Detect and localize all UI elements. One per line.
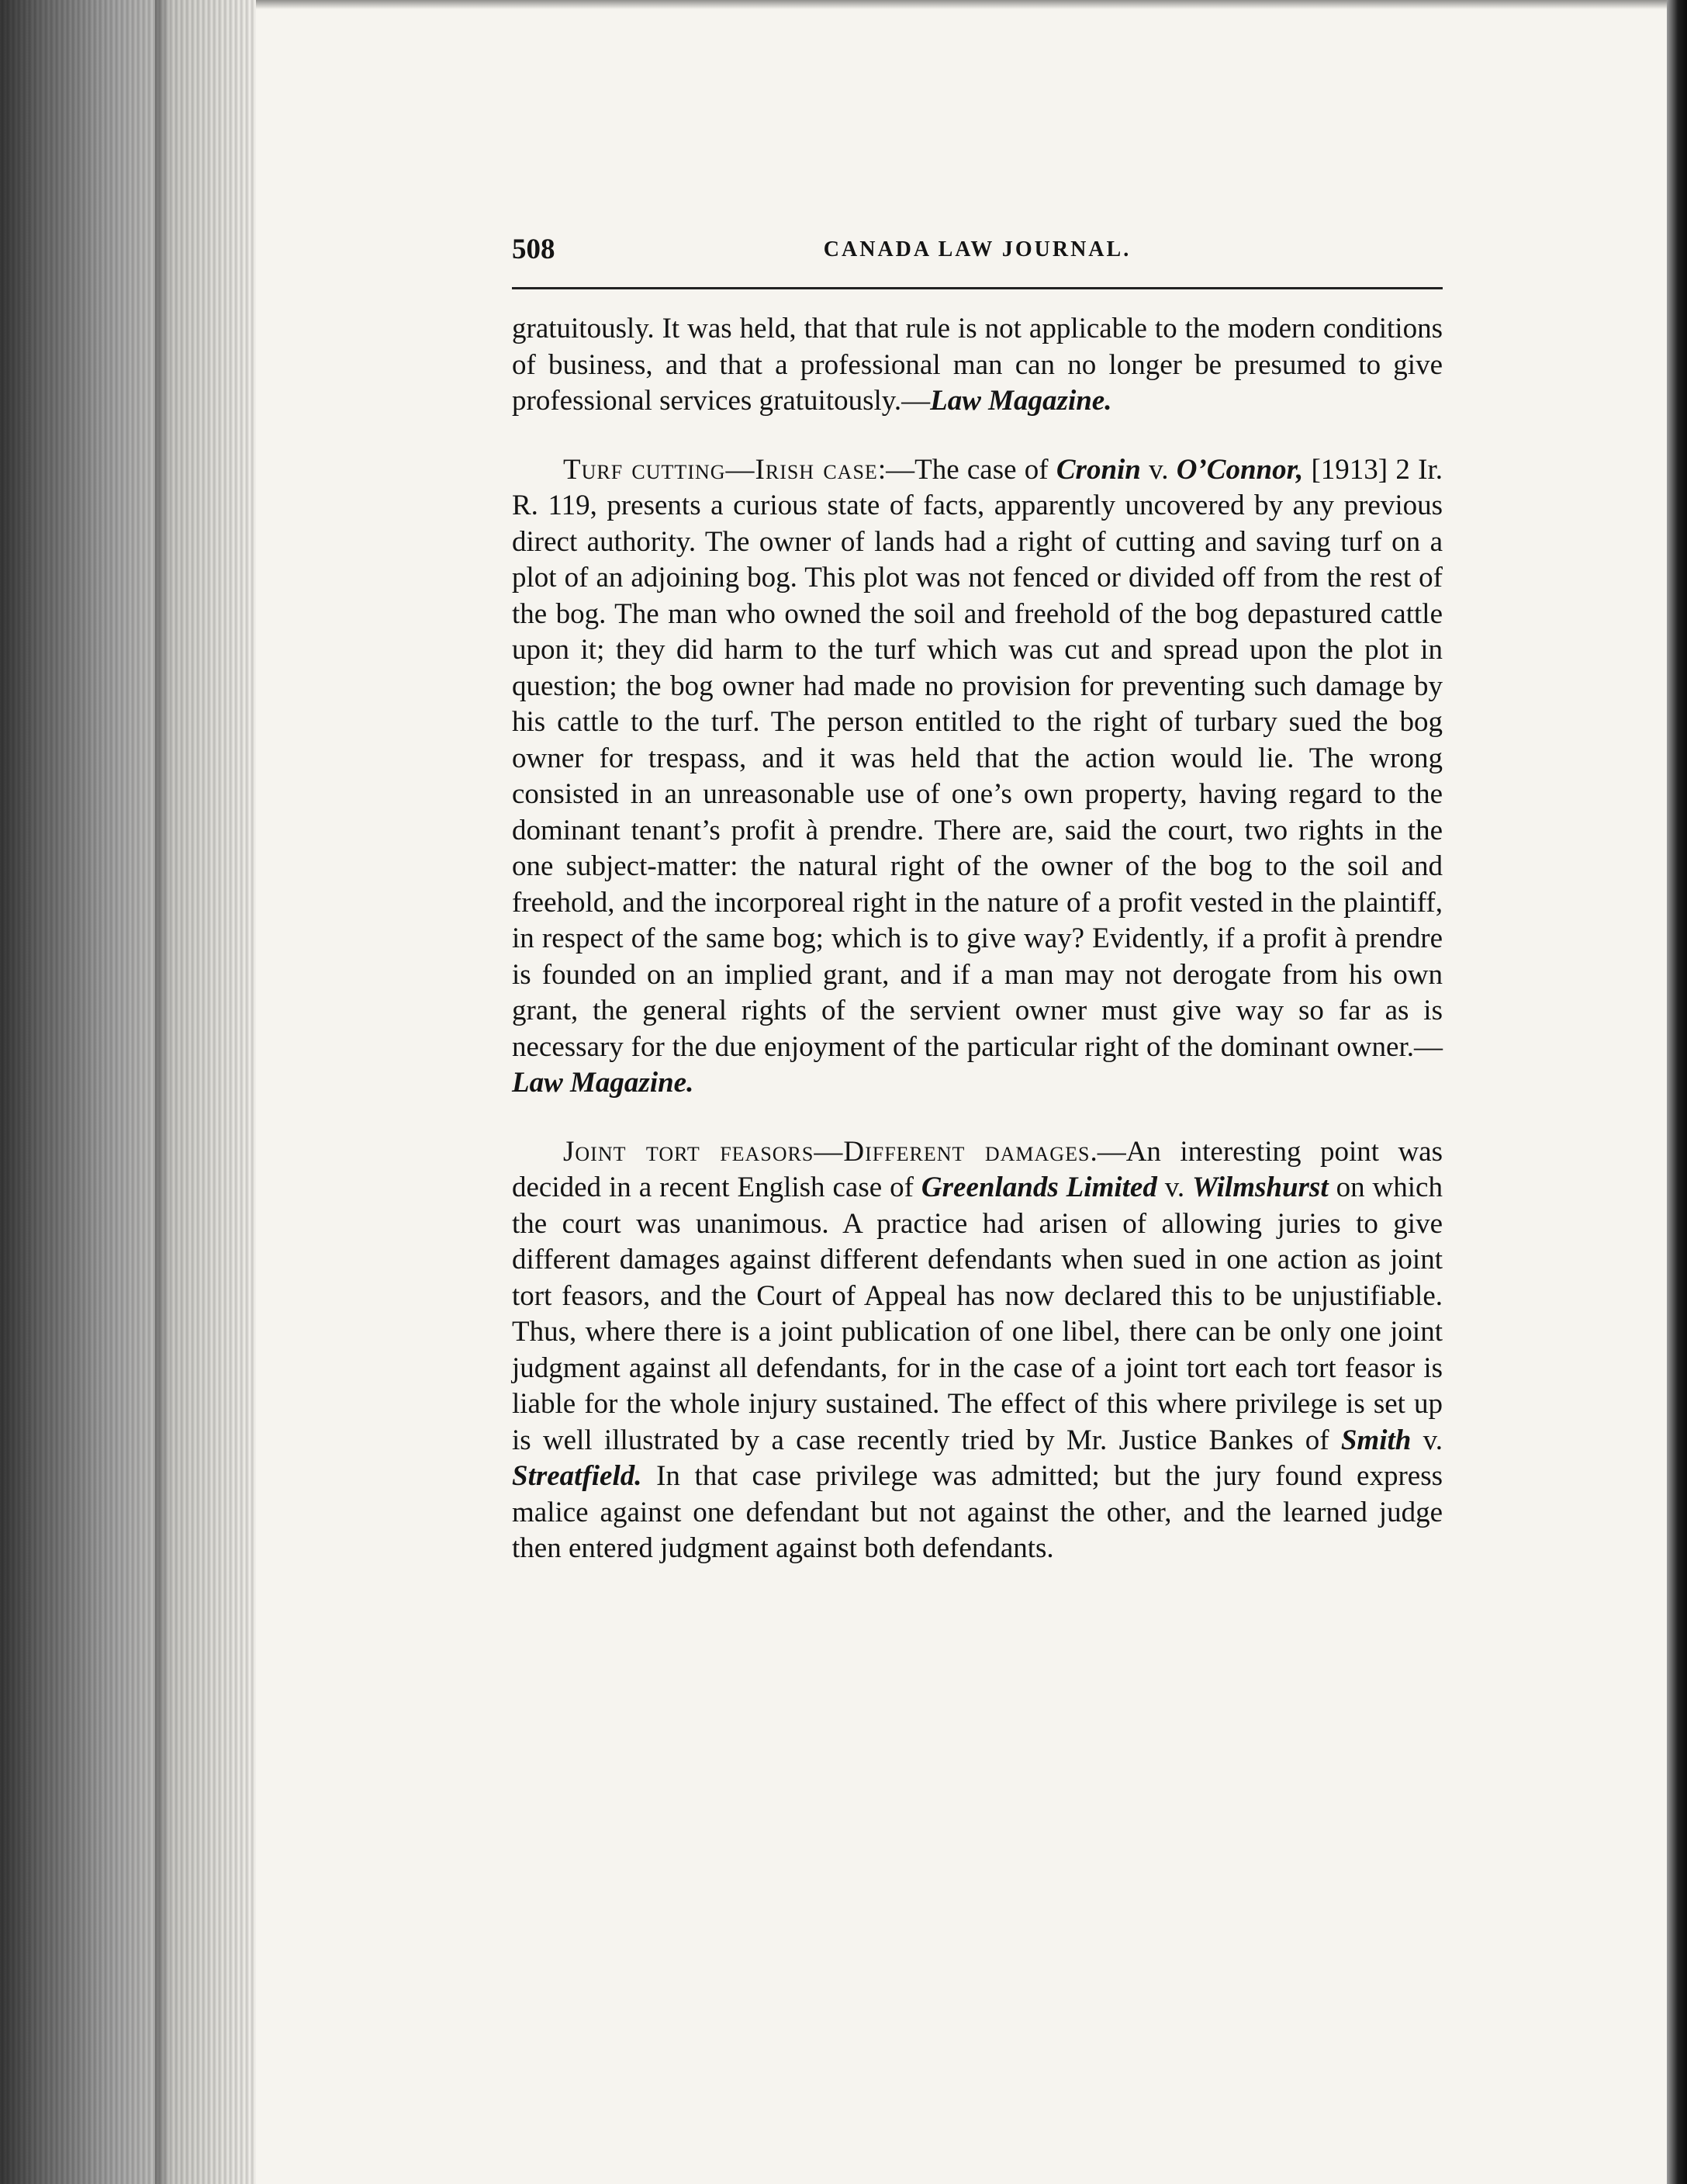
journal-page: [512, 233, 1443, 1567]
paragraph-text: .—An interesting point was decided in a recent English case of: [512, 1135, 1443, 1203]
gutter-fold: [155, 0, 169, 2184]
case-name: Smith: [1340, 1424, 1412, 1456]
book-gutter-shadow: [0, 0, 256, 2184]
section-heading: Turf cutting—Irish case: [563, 453, 878, 486]
source-citation: Law Magazine.: [512, 1067, 694, 1099]
paragraph-text: gratuitously. It was held, that that rule is not applicable to the modern conditions of business, and that a professional man can no longer be presumed to give professional services gratuitously.—: [512, 313, 1443, 417]
case-name: O’Connor,: [1176, 453, 1304, 486]
page-top-edge: [256, 0, 1668, 9]
case-name: Wilmshurst: [1192, 1172, 1329, 1203]
header-rule: [512, 287, 1443, 289]
page-right-edge: [1667, 0, 1687, 2184]
case-name: Greenlands Limited: [921, 1172, 1157, 1203]
paragraph-text: v.: [1140, 453, 1177, 486]
source-citation: Law Magazine.: [930, 385, 1112, 417]
paragraph-continuation: [512, 311, 1443, 420]
paragraph-text: v.: [1156, 1172, 1193, 1203]
section-heading: Joint tort feasors—Different damages: [563, 1135, 1091, 1168]
case-name: Cronin: [1056, 453, 1141, 486]
running-title: CANADA LAW JOURNAL.: [823, 237, 1132, 261]
page-number: 508: [512, 234, 555, 265]
paragraph-joint-tort-feasors: [512, 1134, 1443, 1567]
paragraph-text: :—The case of: [877, 453, 1056, 486]
paragraph-text: [1913] 2 Ir. R. 119, presents a curious state of facts, apparently uncovered by any previous direct authority. The owner of lands had a right of cutting and saving turf on a plot of an adjoining bog. This plot was not fenced or divided off from the rest of the bog. The man who owned the soil and freehold of the bog depastured cattle upon it; they did harm to the turf which was cut and spread upon the plot in question; the bog owner had made no provision for preventing such damage by his cattle to the turf. The person entitled to the right of turbary sued the bog owner for trespass, and it was held that the action would lie. The wrong consisted in an unreasonable use of one’s own property, having regard to the dominant tenant’s profit à prendre. There are, said the court, two rights in the one subject-matter: the natural right of the owner of the bog to the soil and freehold, and the incorporeal right in the nature of a profit vested in the plaintiff, in respect of the same bog; which is to give way? Evidently, if a profit à prendre is founded on an implied grant, and if a man may not derogate from his own grant, the general rights of the servient owner must give way so far as is necessary for the due enjoyment of the particular right of the dominant owner.—: [512, 453, 1443, 1063]
page-header: [512, 233, 1443, 273]
paragraph-text: v.: [1411, 1424, 1443, 1456]
paragraph-text: In that case privilege was admitted; but the jury found express malice against one defendant but not against the other, and the learned judge then entered judgment against both defendants.: [512, 1460, 1443, 1564]
case-name: Streatfield.: [512, 1460, 642, 1492]
paragraph-turf-cutting: [512, 452, 1443, 1102]
paragraph-text: on which the court was unanimous. A practice had arisen of allowing juries to give different damages against different defendants when sued in one action as joint tort feasors, and the Court of Appeal has now declared this to be unjustifiable. Thus, where there is a joint publication of one libel, there can be only one joint judgment against all defendants, for in the case of a joint tort each tort feasor is liable for the whole injury sustained. The effect of this where privilege is set up is well illustrated by a case recently tried by Mr. Justice Bankes of: [512, 1172, 1443, 1456]
